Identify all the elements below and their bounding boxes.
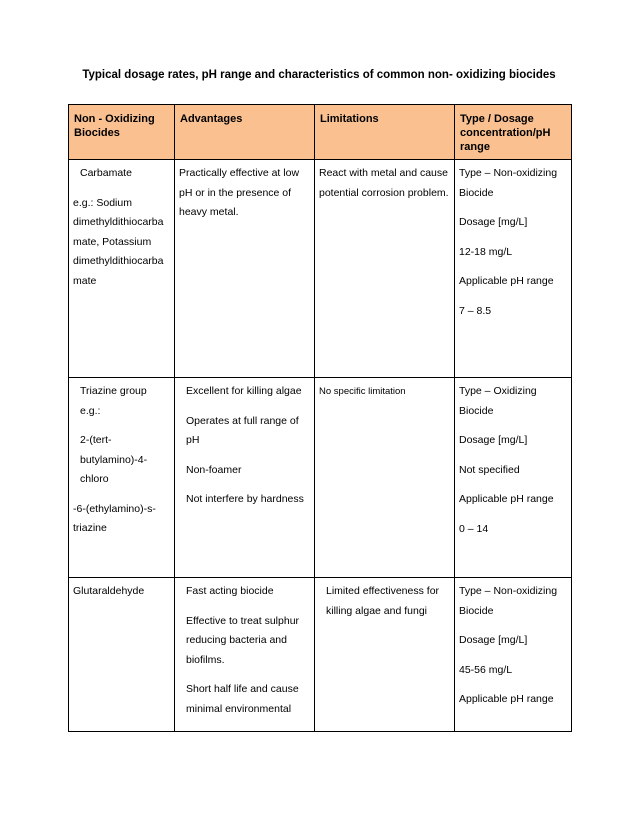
table-header-row: [69, 105, 572, 160]
cell-text: Applicable pH range: [459, 275, 554, 287]
cell-text: Practically effective at low pH or in the presence of heavy metal.: [179, 167, 300, 218]
advantages-cell: [175, 160, 315, 378]
cell-text: Dosage [mg/L]: [459, 216, 528, 228]
cell-text: Not interfere by hardness: [186, 493, 304, 505]
advantages-cell: [175, 578, 315, 732]
biocides-table: [68, 104, 572, 732]
header-limitations: Limitations: [315, 105, 455, 160]
cell-text: Dosage [mg/L]: [459, 634, 528, 646]
cell-text: Effective to treat sulphur reducing bacteria and biofilms.: [186, 614, 300, 666]
cell-text: Applicable pH range: [459, 493, 554, 505]
biocide-cell: [69, 578, 175, 732]
cell-text: 2-(tert-butylamino)-4-chloro: [80, 434, 148, 485]
limitations-cell: [315, 578, 455, 732]
cell-text: Carbamate: [80, 167, 132, 179]
cell-text: React with metal and cause potential corrosion problem.: [319, 167, 449, 199]
table-row: [69, 160, 572, 378]
cell-text: Not specified: [459, 463, 520, 476]
biocide-cell: [69, 160, 175, 378]
header-type-dosage: Type / Dosage concentration/pH range: [455, 105, 572, 160]
cell-text: Type – Non-oxidizing Biocide: [459, 167, 558, 199]
table-row: [69, 578, 572, 732]
cell-text: Non-foamer: [186, 463, 242, 476]
cell-text: Type – Non-oxidizing Biocide: [459, 585, 558, 617]
limitations-cell: [315, 160, 455, 378]
biocide-cell: [69, 378, 175, 578]
cell-text: 12-18 mg/L: [459, 245, 513, 258]
cell-text: 45-56 mg/L: [459, 663, 513, 676]
cell-text: Type – Oxidizing Biocide: [459, 385, 537, 417]
advantages-cell: [175, 378, 315, 578]
cell-text: Operates at full range of pH: [186, 414, 299, 446]
cell-text: No specific limitation: [319, 386, 406, 397]
cell-text: Limited effectiveness for killing algae and fungi: [326, 585, 440, 617]
cell-text: Applicable pH range: [459, 693, 554, 705]
cell-text: 0 – 14: [459, 522, 489, 535]
type-cell: [455, 578, 572, 732]
table-row: [69, 378, 572, 578]
cell-text: 7 – 8.5: [459, 304, 492, 317]
header-biocides: Non - Oxidizing Biocides: [69, 105, 175, 160]
cell-text: -6-(ethylamino)-s-triazine: [73, 502, 156, 534]
document-title: Typical dosage rates, pH range and characteristics of common non- oxidizing biocides: [82, 69, 556, 81]
type-cell: [455, 378, 572, 578]
type-cell: [455, 160, 572, 378]
header-advantages: Advantages: [175, 105, 315, 160]
cell-text: Excellent for killing algae: [186, 385, 302, 397]
cell-text: Dosage [mg/L]: [459, 434, 528, 446]
cell-text: Triazine group e.g.:: [80, 385, 147, 417]
cell-text: Glutaraldehyde: [73, 585, 145, 597]
cell-text: e.g.: Sodium dimethyldithiocarba mate, Potassium dimethyldithiocarba mate: [73, 196, 164, 287]
cell-text: Fast acting biocide: [186, 585, 274, 597]
cell-text: Short half life and cause minimal environmental: [186, 683, 299, 715]
limitations-cell: [315, 378, 455, 578]
